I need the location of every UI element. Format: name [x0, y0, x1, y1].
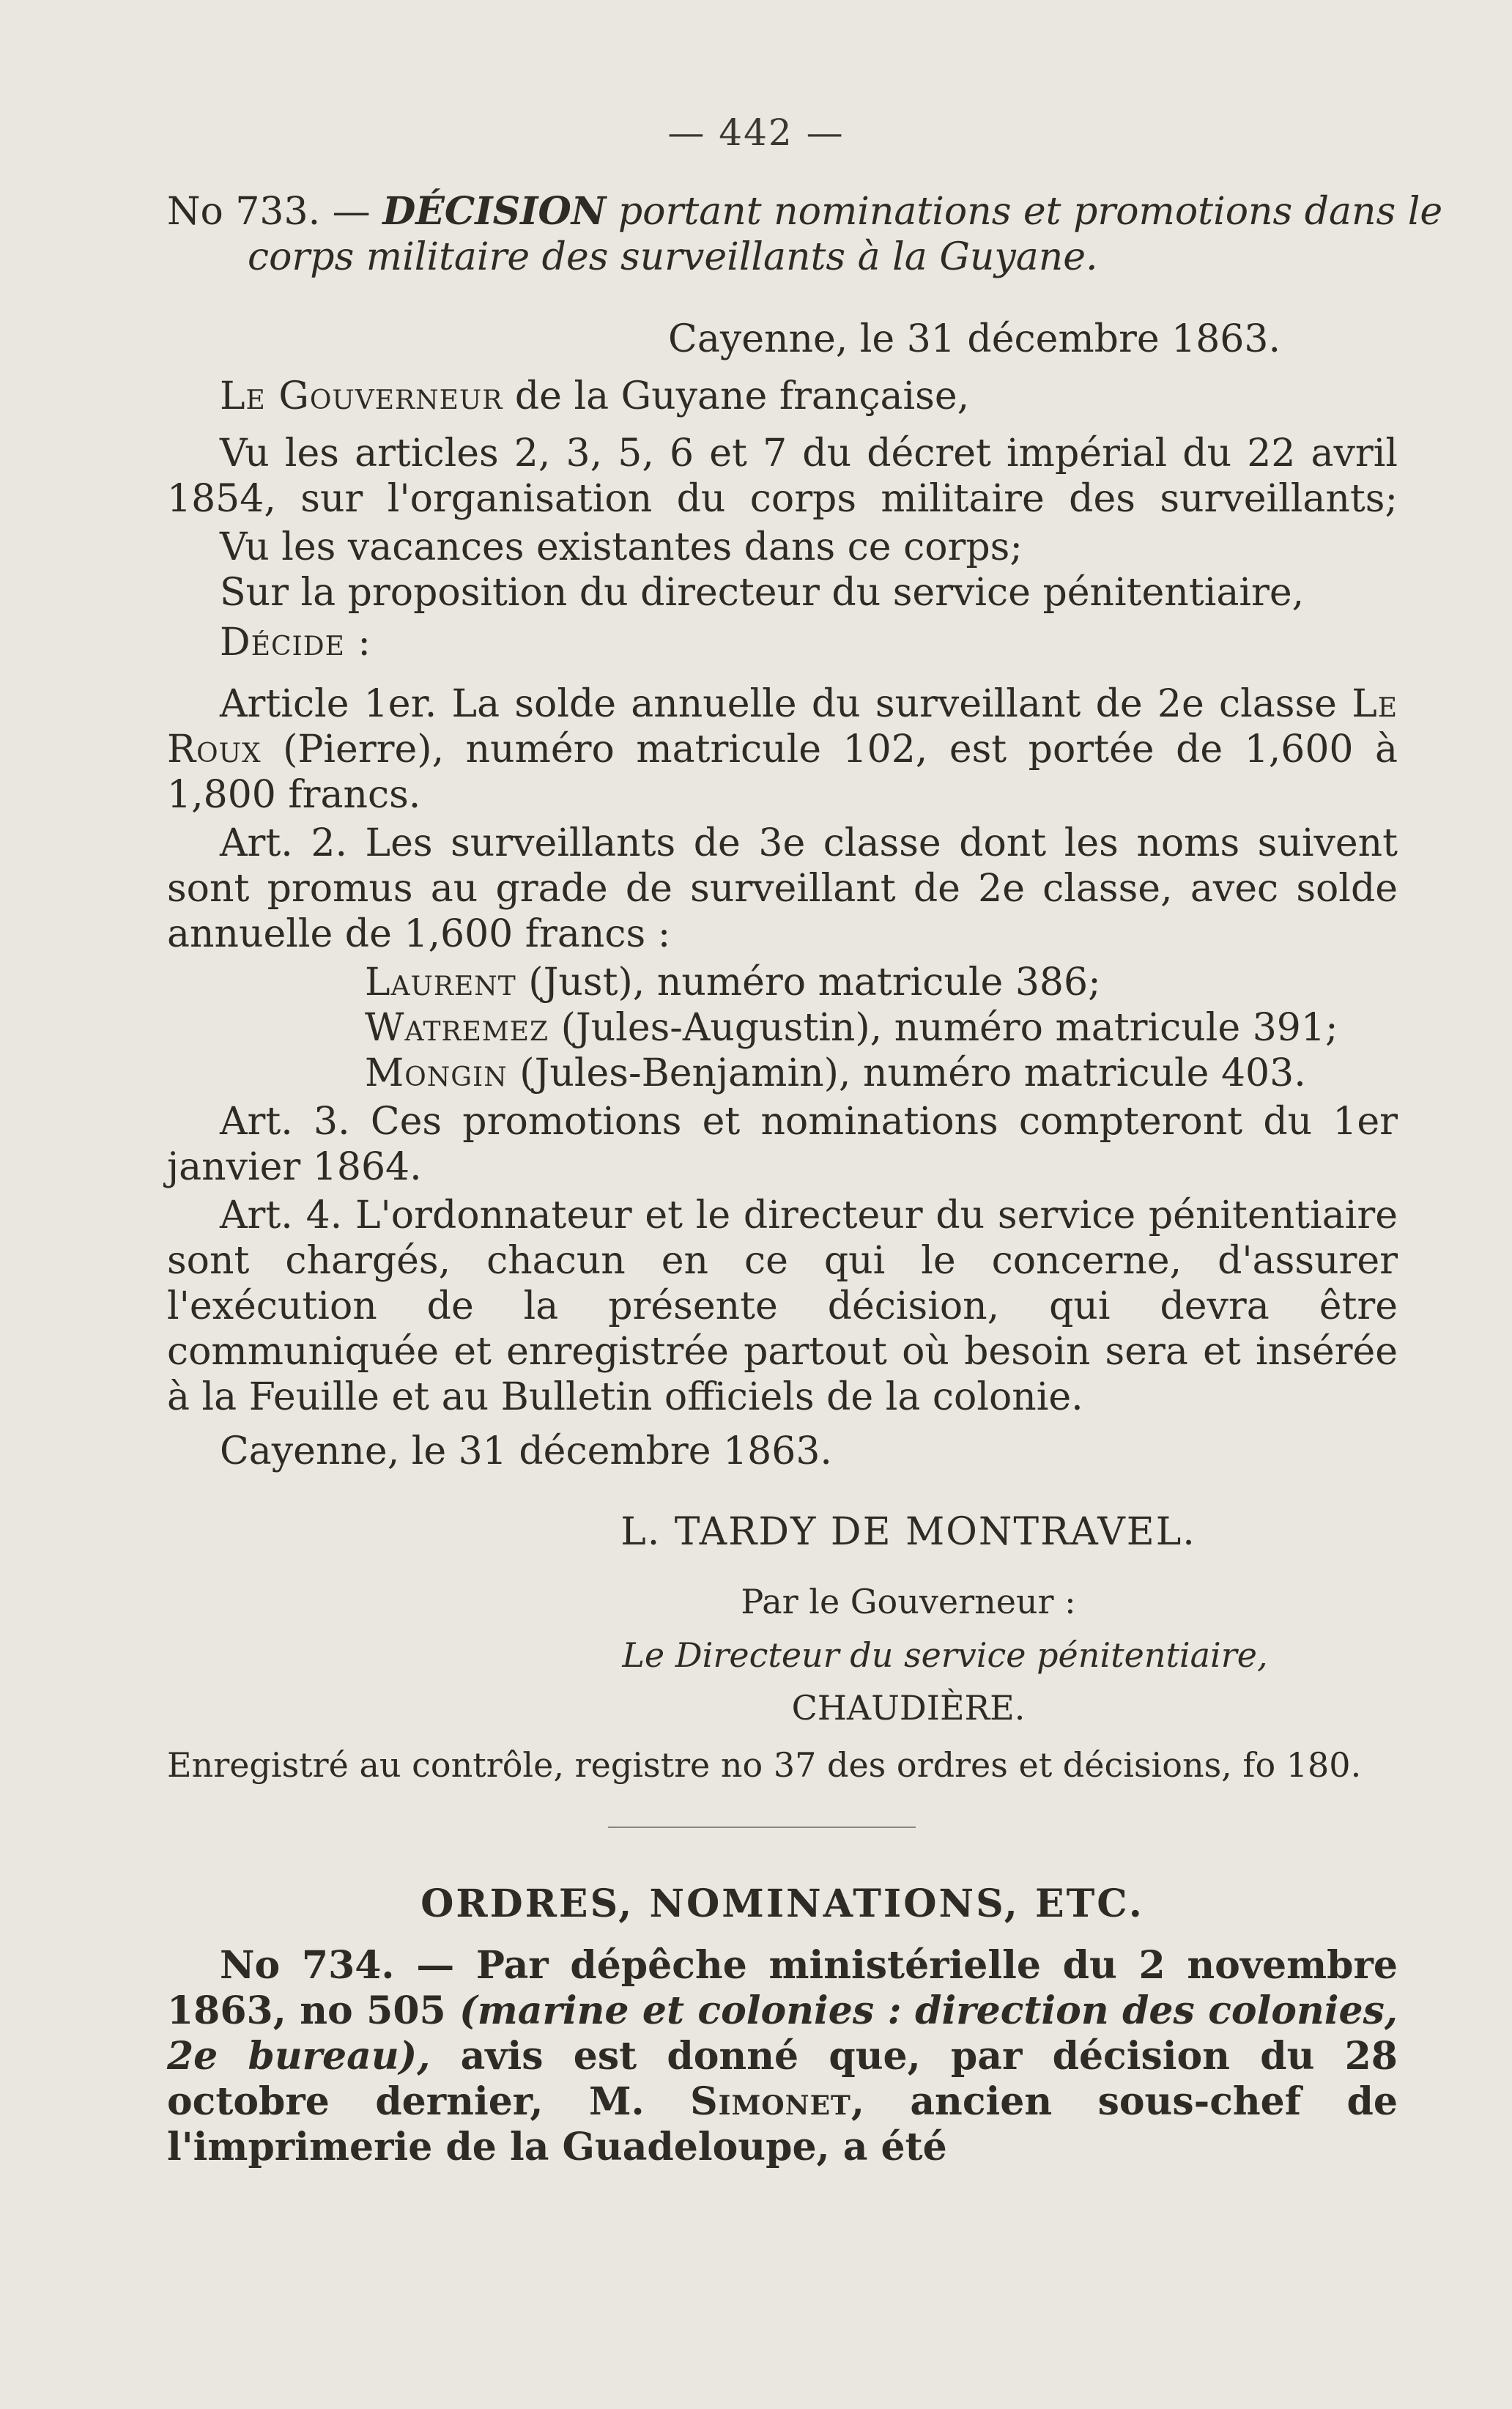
- decision-number: No 733.: [167, 190, 321, 234]
- article-4: [167, 1193, 1398, 1420]
- list-item: [365, 960, 1398, 1005]
- issuer-rest: de la Guyane française,: [514, 374, 970, 418]
- par-le-gouverneur: Par le Gouverneur :: [741, 1582, 1076, 1621]
- article-1-text-b: (Pierre), numéro matricule 102, est portée de 1,600 à 1,800 francs.: [167, 728, 1398, 817]
- order-text-a: — Par dépêche ministérielle du 2 novembre 1863, no 505: [167, 1943, 1398, 2033]
- section-title: ORDRES, NOMINATIONS, ETC.: [420, 1881, 1144, 1926]
- countersign-title: Le Directeur du service pénitentiaire,: [622, 1635, 1268, 1675]
- section-divider: [608, 1827, 916, 1828]
- closing-date: Cayenne, le 31 décembre 1863.: [220, 1429, 832, 1473]
- page-number: — 442 —: [667, 111, 845, 154]
- name-rest: (Jules-Benjamin), numéro matricule 403.: [519, 1051, 1306, 1095]
- list-item: [365, 1005, 1398, 1051]
- article-2-label: Art. 2.: [220, 821, 347, 865]
- heading-dash: —: [332, 190, 371, 234]
- article-1-text-a: La solde annuelle du surveillant de 2e classe: [451, 682, 1337, 726]
- article-4-text: L'ordonnateur et le directeur du service pénitentiaire sont chargés, chacun en ce qui le concerne, d'assurer l'exécution de la présente décision, qui devra être communiquée et enregistrée partout où besoin sera et insérée à la Feuille et au Bulletin officiels de la colonie.: [167, 1194, 1398, 1419]
- order-text-italic: (marine et colonies : direction des colonies, 2e bureau),: [167, 1988, 1398, 2079]
- order-text-c: , ancien sous-chef de l'imprimerie de la Guadeloupe, a été: [167, 2079, 1398, 2169]
- governor-signature: L. TARDY DE MONTRAVEL.: [620, 1510, 1196, 1554]
- article-4-label: Art. 4.: [220, 1194, 343, 1237]
- decision-title-word: DÉCISION: [382, 189, 607, 234]
- decision-date-line: Cayenne, le 31 décembre 1863.: [668, 317, 1281, 361]
- decide-label: Décide :: [220, 621, 371, 665]
- article-2-text: Les surveillants de 3e classe dont les noms suivent sont promus au grade de surveillant de 2e classe, avec solde annuelle de 1,600 francs :: [167, 821, 1398, 956]
- order-name: Simonet: [690, 2079, 851, 2124]
- list-item: [365, 1051, 1398, 1096]
- sur-proposition: Sur la proposition du directeur du service pénitentiaire,: [220, 571, 1305, 615]
- decision-title-rest: portant nominations et promotions dans le corps militaire des surveillants à la Guyane.: [248, 190, 1443, 279]
- name-rest: (Jules-Augustin), numéro matricule 391;: [560, 1006, 1338, 1050]
- article-3: [167, 1099, 1398, 1190]
- article-2: [167, 821, 1398, 957]
- issuer-line: [167, 374, 1398, 419]
- article-3-label: Art. 3.: [220, 1100, 350, 1144]
- article-3-text: Ces promotions et nominations compteront du 1er janvier 1864.: [167, 1100, 1398, 1189]
- name-rest: (Just), numéro matricule 386;: [528, 961, 1101, 1004]
- order-text-b: avis est donné que, par décision du 28 octobre dernier, M.: [167, 2034, 1398, 2124]
- registration-note: Enregistré au contrôle, registre no 37 des ordres et décisions, fo 180.: [167, 1745, 1362, 1785]
- order-number: No 734.: [220, 1943, 395, 1988]
- promoted-list: [167, 960, 1398, 1096]
- issuer-title: Le Gouverneur: [220, 374, 503, 418]
- article-1-label: Article 1er.: [220, 682, 437, 726]
- decision-heading: [167, 189, 1478, 280]
- vu-articles: Vu les articles 2, 3, 5, 6 et 7 du décret impérial du 22 avril 1854, sur l'organisation du corps militaire des surveillants;: [167, 432, 1398, 521]
- surname: Mongin: [365, 1051, 508, 1095]
- vu-vacances: Vu les vacances existantes dans ce corps;: [220, 525, 1023, 569]
- surname: Laurent: [365, 961, 516, 1004]
- article-1-name: Le Roux: [167, 682, 1398, 771]
- order-734: [167, 1943, 1398, 2170]
- surname: Watremez: [365, 1006, 549, 1050]
- countersign-name: CHAUDIÈRE.: [791, 1688, 1026, 1728]
- article-1: [167, 681, 1398, 818]
